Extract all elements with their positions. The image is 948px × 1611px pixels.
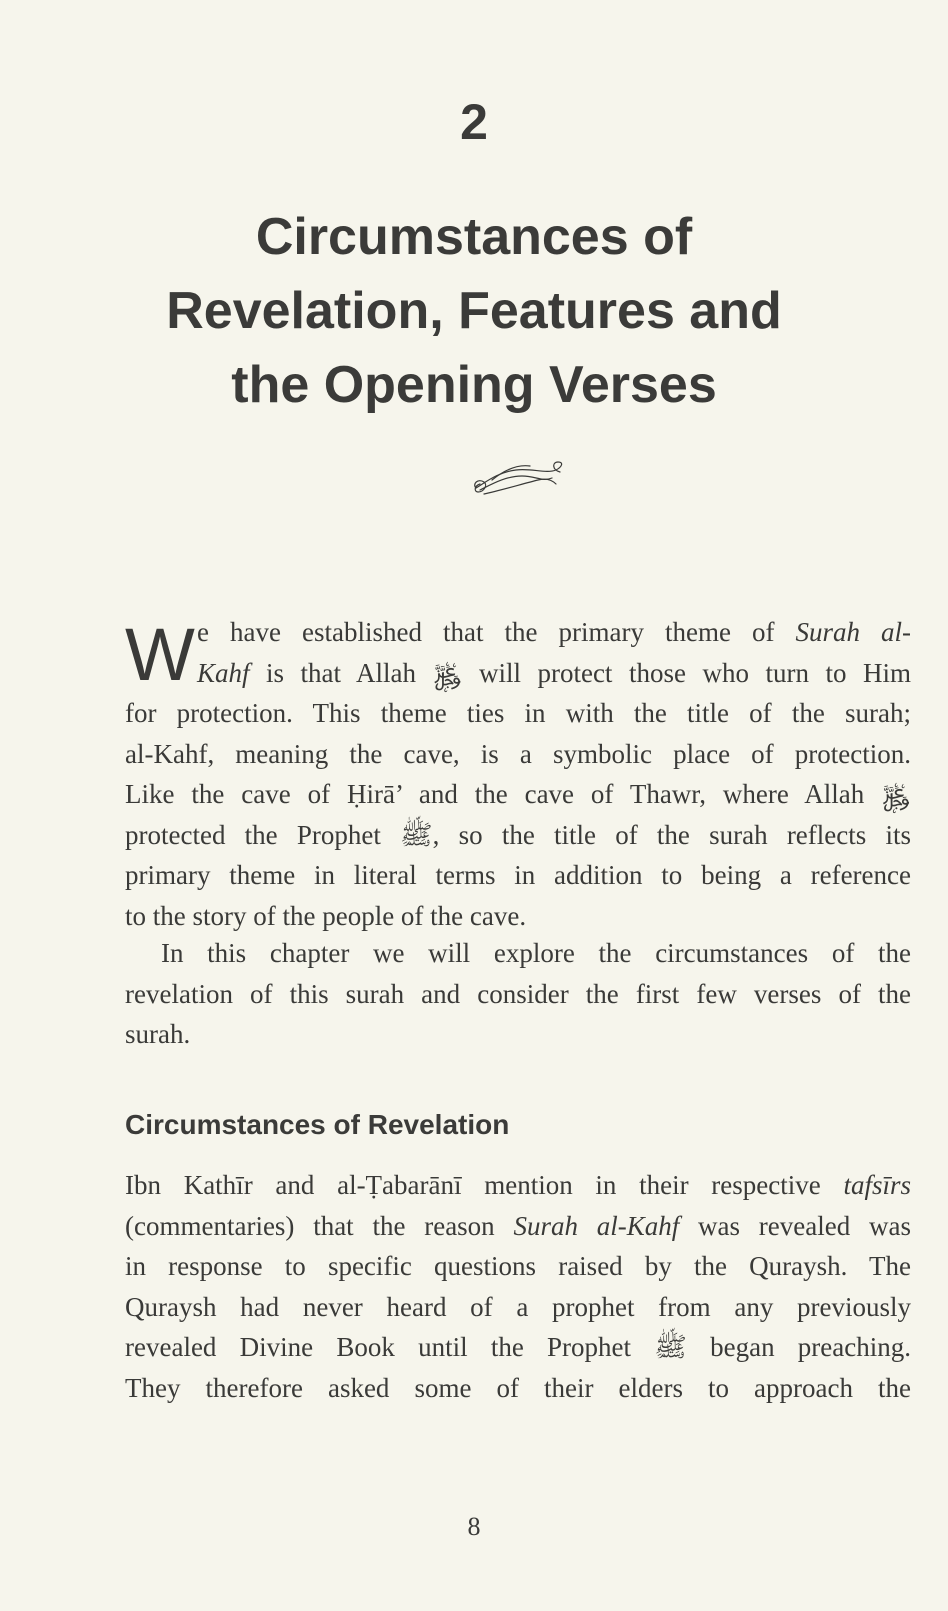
- text-line: revelation of this surah and consider the first few verses of the: [125, 978, 911, 1009]
- text-run: Ibn Kathīr and al-Ṭabarānī mention in their respective: [125, 1170, 844, 1200]
- text-line: Quraysh had never heard of a prophet from any previously: [125, 1291, 911, 1322]
- text-line: [197, 653, 911, 694]
- paragraph-1: [125, 693, 911, 936]
- text-run: (commentaries) that the reason: [125, 1210, 514, 1241]
- drop-cap: W: [125, 613, 195, 696]
- text-line: for protection. This theme ties in with the title of the surah;: [125, 698, 911, 728]
- italic-term: tafsīrs: [843, 1170, 911, 1200]
- text-run: is that Allah ﷿ will protect those who turn to Him: [249, 657, 911, 688]
- page-number: 8: [467, 1512, 481, 1541]
- text-run: was revealed was: [679, 1210, 911, 1241]
- text-line: [197, 612, 911, 653]
- text-run: e have established that the primary theme of: [197, 617, 796, 647]
- text-line: They therefore asked some of their elders to approach the: [125, 1372, 911, 1403]
- paragraph-2: [125, 933, 911, 1055]
- paragraph-3: [125, 1165, 911, 1408]
- italic-term: Surah al-: [795, 617, 912, 647]
- paragraph-opening-lines: [197, 612, 911, 693]
- text-line: protected the Prophet ﷺ, so the title of the surah reflects its: [125, 819, 911, 850]
- text-line: [125, 1165, 911, 1206]
- text-line: to the story of the people of the cave.: [125, 900, 527, 931]
- flourish-ornament-icon: [472, 458, 568, 498]
- text-line: [125, 1206, 911, 1247]
- text-line: surah.: [125, 1019, 191, 1049]
- italic-term: Surah al-Kahf: [513, 1210, 680, 1241]
- text-line: revealed Divine Book until the Prophet ﷺ began preaching.: [125, 1332, 912, 1362]
- chapter-title: [0, 200, 948, 422]
- chapter-title-line: the Opening Verses: [231, 356, 717, 414]
- chapter-number: 2: [460, 94, 488, 150]
- text-line: al-Kahf, meaning the cave, is a symbolic place of protection.: [125, 738, 911, 769]
- chapter-title-line: Revelation, Features and: [166, 282, 782, 340]
- text-line: Like the cave of Ḥirā’ and the cave of Thawr, where Allah ﷿: [125, 779, 911, 809]
- text-line: in response to specific questions raised by the Quraysh. The: [125, 1251, 911, 1281]
- text-line: In this chapter we will explore the circumstances of the: [161, 938, 911, 968]
- chapter-title-line: Circumstances of: [255, 208, 693, 266]
- text-line: primary theme in literal terms in addition to being a reference: [125, 860, 911, 890]
- italic-term: Kahf: [197, 657, 250, 688]
- section-heading: Circumstances of Revelation: [125, 1109, 510, 1140]
